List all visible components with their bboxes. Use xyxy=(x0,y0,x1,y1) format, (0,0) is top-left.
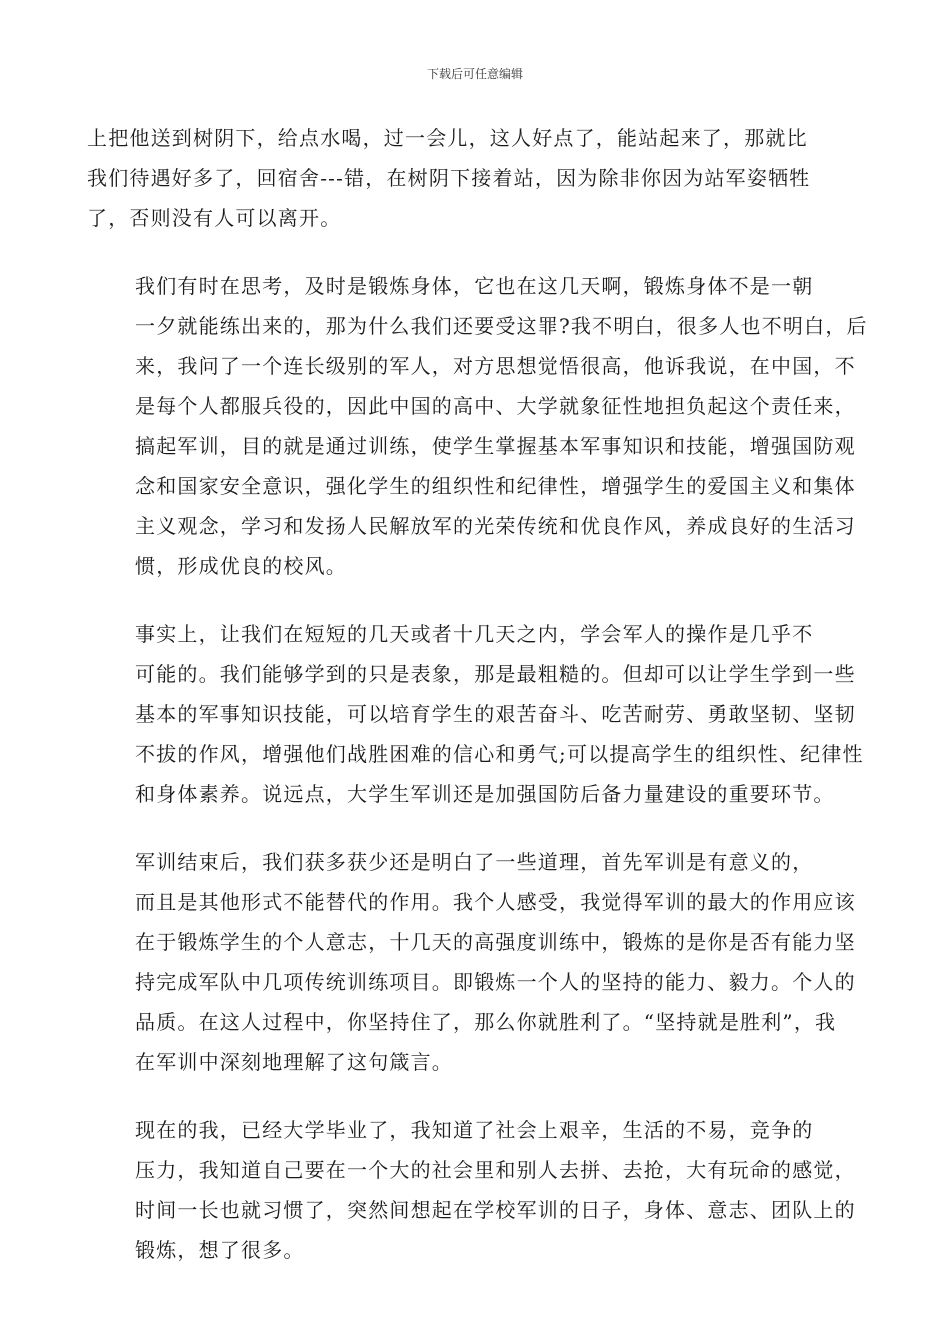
text-line: 主义观念，学习和发扬人民解放军的光荣传统和优良作风，养成良好的生活习 xyxy=(135,514,856,538)
document-body xyxy=(87,118,868,1298)
text-line: 是每个人都服兵役的，因此中国的高中、大学就象征性地担负起这个责任来， xyxy=(135,394,856,418)
page-header-note: 下载后可任意编辑 xyxy=(426,67,523,81)
text-line: 品质。在这人过程中，你坚持住了，那么你就胜利了。“坚持就是胜利”，我 xyxy=(135,1010,837,1034)
text-line: 了，否则没有人可以离开。 xyxy=(87,206,342,230)
text-line: 来，我问了一个连长级别的军人，对方思想觉悟很高，他诉我说，在中国，不 xyxy=(135,354,856,378)
text-line: 锻炼，想了很多。 xyxy=(135,1238,305,1262)
text-line: 上把他送到树阴下，给点水喝，过一会儿，这人好点了，能站起来了，那就比 xyxy=(87,126,808,150)
text-line: 念和国家安全意识，强化学生的组织性和纪律性，增强学生的爱国主义和集体 xyxy=(135,474,856,498)
text-line: 在于锻炼学生的个人意志，十几天的高强度训练中，锻炼的是你是否有能力坚 xyxy=(135,930,856,954)
paragraph-1 xyxy=(87,118,857,238)
text-line: 我们有时在思考，及时是锻炼身体，它也在这几天啊，锻炼身体不是一朝 xyxy=(135,274,814,298)
text-line: 军训结束后，我们获多获少还是明白了一些道理，首先军训是有意义的， xyxy=(135,850,814,874)
text-line: 时间一长也就习惯了，突然间想起在学校军训的日子，身体、意志、团队上的 xyxy=(135,1198,856,1222)
text-line: 压力，我知道自己要在一个大的社会里和别人去拼、去抢，大有玩命的感觉， xyxy=(135,1158,856,1182)
text-line: 一夕就能练出来的，那为什么我们还要受这罪?我不明白，很多人也不明白，后 xyxy=(135,314,868,338)
text-line: 基本的军事知识技能，可以培育学生的艰苦奋斗、吃苦耐劳、勇敢坚韧、坚韧 xyxy=(135,702,856,726)
text-line: 在军训中深刻地理解了这句箴言。 xyxy=(135,1050,453,1074)
paragraph-4 xyxy=(87,842,857,1082)
text-line: 持完成军队中几项传统训练项目。即锻炼一个人的坚持的能力、毅力。个人的 xyxy=(135,970,856,994)
text-line: 而且是其他形式不能替代的作用。我个人感受，我觉得军训的最大的作用应该 xyxy=(135,890,856,914)
text-line: 和身体素养。说远点，大学生军训还是加强国防后备力量建设的重要环节。 xyxy=(135,782,835,806)
text-line: 我们待遇好多了，回宿舍---错，在树阴下接着站，因为除非你因为站军姿牺牲 xyxy=(87,166,811,190)
text-line: 现在的我，已经大学毕业了，我知道了社会上艰辛，生活的不易，竞争的 xyxy=(135,1118,814,1142)
paragraph-5 xyxy=(87,1110,857,1270)
text-line: 不拔的作风，增强他们战胜困难的信心和勇气;可以提高学生的组织性、纪律性 xyxy=(135,742,864,766)
paragraph-3 xyxy=(87,614,864,814)
paragraph-2 xyxy=(87,266,868,586)
text-line: 可能的。我们能够学到的只是表象，那是最粗糙的。但却可以让学生学到一些 xyxy=(135,662,856,686)
text-line: 事实上，让我们在短短的几天或者十几天之内，学会军人的操作是几乎不 xyxy=(135,622,814,646)
text-line: 搞起军训，目的就是通过训练，使学生掌握基本军事知识和技能，增强国防观 xyxy=(135,434,856,458)
text-line: 惯，形成优良的校风。 xyxy=(135,554,347,578)
